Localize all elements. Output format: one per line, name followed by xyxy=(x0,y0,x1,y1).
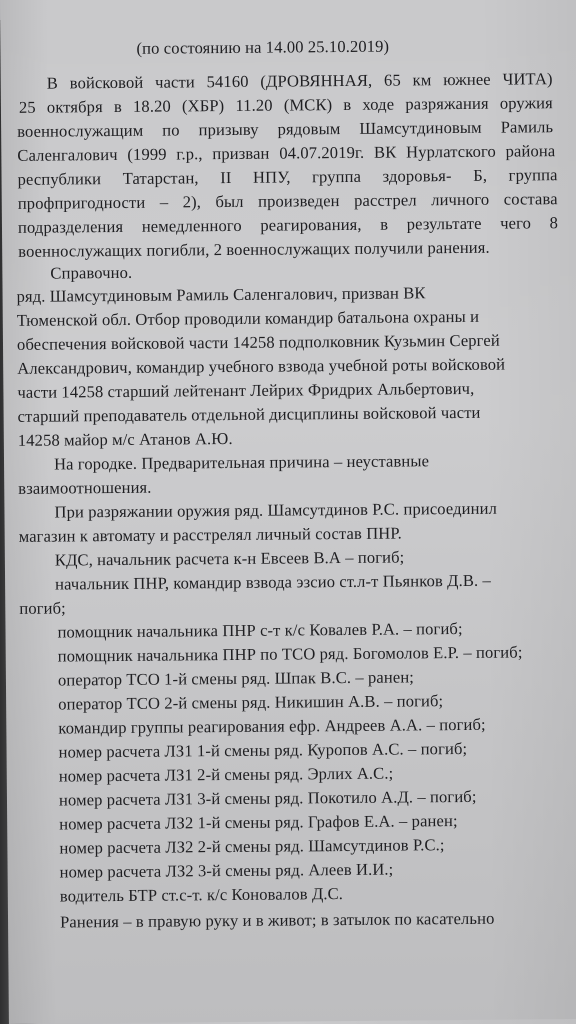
word: южнее xyxy=(443,69,491,90)
word: оружия xyxy=(499,93,553,113)
paragraph-line: При разряжании оружия ряд. Шамсутдинов Р.С. присоединил xyxy=(54,498,498,522)
word: района xyxy=(505,141,556,161)
word: расстрел xyxy=(353,190,417,210)
list-item: КДС, начальник расчета к-н Евсеев В.А – погиб; xyxy=(54,547,405,570)
word: 25 xyxy=(18,97,36,117)
word: 04.07.2019г. xyxy=(279,142,365,163)
word: ходе xyxy=(362,94,395,114)
word: в xyxy=(113,96,122,117)
list-item: номер расчета ЛЗ1 2-й смены ряд. Эрлих А.С.; xyxy=(58,763,394,786)
word: был xyxy=(215,191,244,212)
list-item: водитель БТР ст.с-т. к/с Коновалов Д.С. xyxy=(59,884,344,906)
word: произведен xyxy=(258,191,340,211)
word: призван xyxy=(212,143,270,164)
list-item: номер расчета ЛЗ1 1-й смены ряд. Куропов А.С. – погиб; xyxy=(58,738,468,762)
list-item: командир группы реагирования ефр. Андреев А.А. – погиб; xyxy=(58,714,486,738)
word: Саленгалович xyxy=(17,144,118,165)
list-item: номер расчета ЛЗ2 2-й смены ряд. Шамсутдинов Р.С.; xyxy=(59,835,445,858)
paragraph-line: На городке. Предварительная причина – неуставные xyxy=(53,451,430,474)
list-item: помощник начальника ПНР по ТСО ряд. Богомолов Е.Р. – погиб; xyxy=(57,642,523,666)
list-item: начальник ПНР, командир взвода эзсио ст.л-т Пьянков Д.В. – xyxy=(55,570,491,594)
word: немедленного xyxy=(141,215,242,236)
word: Нурлатского xyxy=(406,141,496,162)
word: 65 xyxy=(383,70,401,90)
paragraph-line xyxy=(17,117,553,142)
list-item: номер расчета ЛЗ1 3-й смены ряд. Покотило А.Д. – погиб; xyxy=(58,786,477,810)
word: (МСК) xyxy=(283,95,333,115)
word: НПУ, xyxy=(252,167,291,187)
word: (1999 xyxy=(127,144,167,164)
word: 8 xyxy=(549,213,559,233)
word: в xyxy=(343,94,352,115)
word: Рамиль xyxy=(500,117,554,137)
word: чего xyxy=(500,213,532,233)
word: 54160 xyxy=(206,71,249,92)
paragraph-line: обеспечения войсковой части 14258 подполковник Кузьмин Сергей xyxy=(16,330,500,354)
list-item: погиб; xyxy=(19,598,66,618)
list-item: помощник начальника ПНР с-т к/с Ковалев Р.А. – погиб; xyxy=(57,618,463,642)
word: войсковой xyxy=(69,72,144,93)
word: личного xyxy=(431,189,490,210)
paragraph-line xyxy=(17,141,555,166)
word: подразделения xyxy=(17,216,124,237)
word: II xyxy=(220,167,232,188)
paragraph-line: части 14258 старший лейтенант Лейрих Фридрих Альбертович, xyxy=(17,378,475,402)
list-item: номер расчета ЛЗ2 3-й смены ряд. Алеев И.И.; xyxy=(59,859,394,882)
word: г.р., xyxy=(176,144,203,164)
list-item: оператор ТСО 2-й смены ряд. Никишин А.В. – погиб; xyxy=(58,691,444,714)
paragraph-line xyxy=(47,69,553,93)
word: группа xyxy=(312,166,362,187)
word: (ДРОВЯННАЯ, xyxy=(260,70,373,91)
word: – xyxy=(159,192,169,212)
word: Шамсутдиновым xyxy=(359,117,482,138)
word: 18.20 xyxy=(132,96,171,116)
word: 11.20 xyxy=(235,95,273,115)
word: призыву xyxy=(198,119,259,140)
word: рядовым xyxy=(277,119,341,139)
paragraph-line: 14258 майор м/с Атанов А.Ю. xyxy=(17,428,233,450)
paragraph-line: магазин к автомату и расстрелял личный состав ПНР. xyxy=(18,523,402,546)
paragraph-line xyxy=(17,165,557,190)
word: по xyxy=(162,120,180,140)
paragraph-line: Тюменской обл. Отбор проводили командир батальона охраны и xyxy=(16,306,480,330)
word: военнослужащим xyxy=(17,120,144,141)
paragraph-line xyxy=(19,93,553,118)
word: октября xyxy=(46,97,103,117)
paragraph-line xyxy=(18,213,558,238)
word: разряжания xyxy=(405,93,489,114)
paragraph-line: Ранения – в правую руку и в живот; в затылок по касательно xyxy=(59,908,495,932)
word: км xyxy=(412,70,432,90)
word: в xyxy=(380,214,389,234)
paragraph-line: Александрович, командир учебного взвода учебной роты войсковой xyxy=(17,354,506,378)
word: Татарстан, xyxy=(122,168,199,188)
word: республики xyxy=(17,169,102,189)
word: 2), xyxy=(182,192,202,212)
word: реагирования, xyxy=(260,214,362,235)
paragraph-line: старший преподаватель отдельной дисциплины войсковой части xyxy=(17,402,481,426)
word: результате xyxy=(406,213,482,234)
paragraph-line: военнослужащих погибли, 2 военнослужащих получили ранения. xyxy=(18,237,490,261)
word: Б, xyxy=(473,165,488,185)
paragraph-line xyxy=(18,189,558,214)
word: части xyxy=(154,72,195,92)
section-label: Справочно. xyxy=(50,262,133,283)
list-item: оператор ТСО 1-й смены ряд. Шпак В.С. – ранен; xyxy=(57,667,415,690)
paragraph-line: взаимоотношения. xyxy=(18,477,152,498)
word: ЧИТА) xyxy=(502,69,553,89)
document-title: (по состоянию на 14.00 25.10.2019) xyxy=(136,36,390,58)
word: (ХБР) xyxy=(181,96,225,116)
word: здоровья- xyxy=(382,166,452,186)
word: профпригодности xyxy=(17,192,146,213)
word: группа xyxy=(508,165,558,185)
list-item: номер расчета ЛЗ2 1-й смены ряд. Графов Е.А. – ранен; xyxy=(59,811,458,834)
word: состава xyxy=(503,189,558,209)
paragraph-line: ряд. Шамсутдиновым Рамиль Саленгалович, призван ВК xyxy=(16,283,426,306)
word: В xyxy=(46,73,58,93)
word: ВК xyxy=(373,142,397,162)
